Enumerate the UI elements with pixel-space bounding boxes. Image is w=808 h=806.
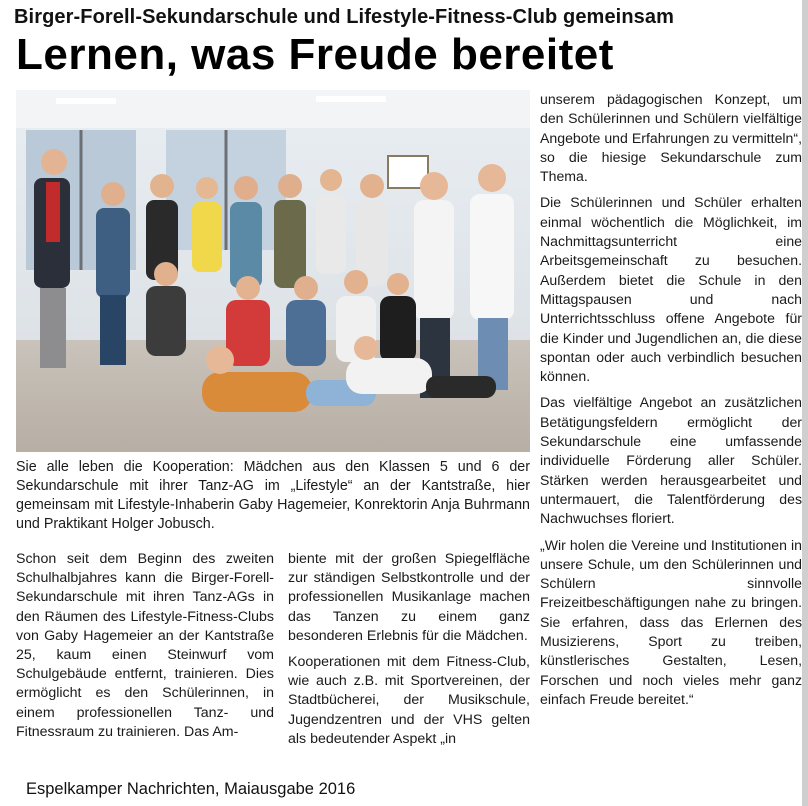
- paragraph: Kooperationen mit dem Fitness-Club, wie auch z.B. mit Sportvereinen, der Stadtbücherei, der Musikschule, Jugendzentren und der VHS gelten als bedeutender Aspekt „in: [288, 654, 530, 747]
- paragraph: unserem pädagogischen Konzept, um den Schülerinnen und Schülern vielfältige Angebote und Erfahrungen zu vermitteln“, so die hiesige Sekundarschule zum Thema.: [540, 91, 802, 185]
- page-edge: [802, 0, 808, 806]
- photo-caption: [16, 458, 530, 534]
- paragraph: Die Schülerinnen und Schüler erhalten einmal wöchentlich die Möglichkeit, im Nachmittagsunterricht eine Arbeitsgemeinschaft zu besuchen. Außerdem bietet die Schule in den Mittagspausen und nach Unterrichtsschluss offene Angebote für die Kinder und Jugendlichen an, die diese spontan oder auch verbindlich besuchen können.: [540, 194, 802, 385]
- article-kicker: Birger-Forell-Sekundarschule und Lifestyle-Fitness-Club gemeinsam: [14, 6, 674, 28]
- article-headline: Lernen, was Freude bereitet: [16, 30, 614, 79]
- text-column-2: [288, 550, 530, 756]
- paragraph: „Wir holen die Vereine und Institutionen in unsere Schule, um den Schülerinnen und Schülern sinnvolle Freizeitbeschäftigungen nahe zu bringen. Sie erfahren, dass das Erlernen des Musizierens, Sport zu treiben, künstlerisches Gestalten, Lesen, Forschen und noch vieles mehr ganz einfach Freude bereitet.“: [540, 536, 802, 707]
- paragraph: biente mit der großen Spiegelfläche zur ständigen Selbstkontrolle und der professionellen Musikanlage machen das Tanzen zu einem ganz besonderen Erlebnis für die Mädchen.: [288, 551, 530, 644]
- group-photo: [16, 90, 530, 452]
- text-column-1: [16, 550, 274, 749]
- paragraph: Das vielfältige Angebot an zusätzlichen Betätigungsfeldern ermöglicht der Sekundarschule eine umfassende individuelle Förderung aller Schüler. Stärken werden herausgearbeitet und untermauert, die Talentförderung des Nachwuchses floriert.: [540, 394, 802, 527]
- paragraph: Schon seit dem Beginn des zweiten Schulhalbjahres kann die Birger-Forell-Sekundarschule mit ihren Tanz-AGs in den Räumen des Lifestyle-Fitness-Clubs von Gaby Hagemeier an der Kantstraße 25, kaum einen Steinwurf vom Schulgebäude entfernt, trainieren. Dies ermöglicht es den Schülerinnen, in einem professionellen Tanz- und Fitnessraum zu trainieren. Das Am-: [16, 551, 274, 740]
- source-line: Espelkamper Nachrichten, Maiausgabe 2016: [26, 780, 356, 798]
- text-column-3: [540, 90, 802, 716]
- caption-text: Sie alle leben die Kooperation: Mädchen aus den Klassen 5 und 6 der Sekundarschule mit ihrer Tanz-AG im „Lifestyle“ an der Kantstraße, hier gemeinsam mit Lifestyle-Inhaberin Gaby Hagemeier, Konrektorin Anja Buhrmann und Praktikant Holger Jobusch.: [16, 459, 530, 532]
